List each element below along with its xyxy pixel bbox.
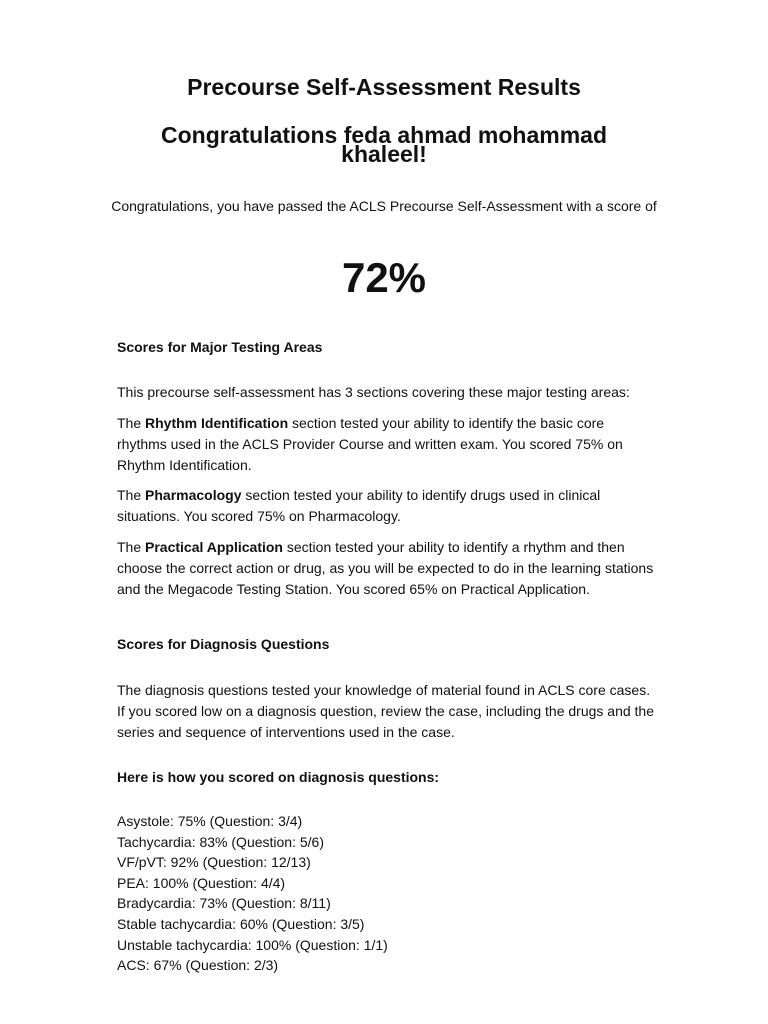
section-prefix: The <box>117 415 146 431</box>
section-text: section tested your ability to identify a rhythm and then choose the correct action or drug, as you will be expected to do in the learning stations and the Megacode Testing Station. You scored 65% on Practical Application. <box>117 539 654 597</box>
diagnosis-description: The diagnosis questions tested your knowledge of material found in ACLS core cases. If you scored low on a diagnosis question, review the case, including the drugs and the series and sequence of interventions used in the case. <box>117 682 654 740</box>
list-item: Stable tachycardia: 60% (Question: 3/5) <box>117 915 365 932</box>
list-item: PEA: 100% (Question: 4/4) <box>117 874 286 891</box>
major-areas-heading: Scores for Major Testing Areas <box>117 339 323 355</box>
diagnosis-score-list <box>117 811 657 976</box>
section-prefix: The <box>117 487 146 503</box>
pharmacology-section <box>117 485 657 527</box>
section-name: Practical Application <box>145 539 283 555</box>
section-name: Rhythm Identification <box>145 415 289 431</box>
page-title: Precourse Self-Assessment Results <box>187 74 581 100</box>
list-item: ACS: 67% (Question: 2/3) <box>117 957 279 974</box>
list-item: Asystole: 75% (Question: 3/4) <box>117 813 303 829</box>
overall-score: 72% <box>341 254 427 301</box>
section-prefix: The <box>117 539 146 555</box>
section-text: section tested your ability to identify the basic core rhythms used in the ACLS Provider Course and written exam. You scored 75% on Rhythm Identification. <box>117 415 623 473</box>
intro-text: Congratulations, you have passed the ACLS Precourse Self-Assessment with a score of <box>111 198 657 214</box>
practical-application-section <box>117 537 657 600</box>
list-item: VF/pVT: 92% (Question: 12/13) <box>117 854 311 871</box>
major-areas-summary: This precourse self-assessment has 3 sections covering these major testing areas: <box>117 384 630 400</box>
diagnosis-heading: Scores for Diagnosis Questions <box>117 636 330 652</box>
list-item: Bradycardia: 73% (Question: 8/11) <box>117 895 331 912</box>
rhythm-identification-section <box>117 413 657 476</box>
congratulations-heading: Congratulations feda ahmad mohammad khaleel! <box>160 122 607 167</box>
section-name: Pharmacology <box>145 487 242 503</box>
list-item: Tachycardia: 83% (Question: 5/6) <box>117 833 324 850</box>
list-item: Unstable tachycardia: 100% (Question: 1/1) <box>117 936 388 953</box>
diagnosis-subheading: Here is how you scored on diagnosis questions: <box>117 769 440 785</box>
section-text: section tested your ability to identify drugs used in clinical situations. You scored 75% on Pharmacology. <box>117 487 601 524</box>
